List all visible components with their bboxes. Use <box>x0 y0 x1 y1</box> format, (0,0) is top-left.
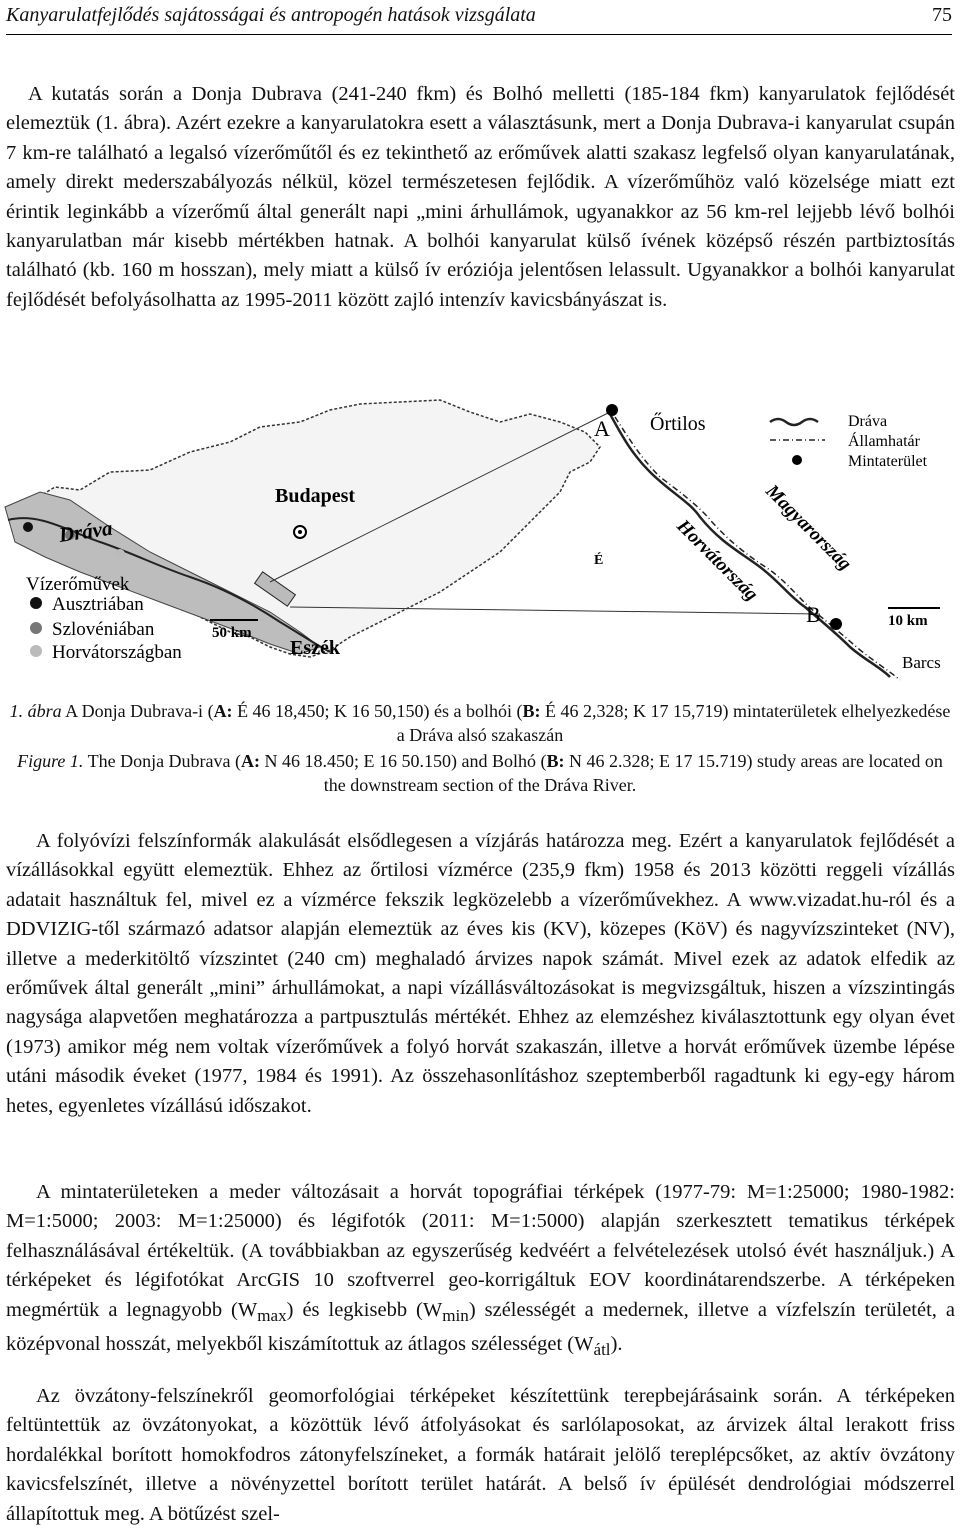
caption-en-part-a: The Donja Dubrava ( <box>83 751 242 771</box>
p3-sub-max: max <box>257 1305 287 1325</box>
page-number: 75 <box>932 4 952 26</box>
caption-hungarian <box>4 699 956 747</box>
location-map <box>0 392 960 692</box>
label-barcs: Barcs <box>902 653 941 672</box>
paragraph-3 <box>6 1178 955 1365</box>
label-point-b: B <box>806 602 821 627</box>
label-scale-10: 10 km <box>888 613 928 629</box>
point-b-marker <box>830 618 842 630</box>
label-budapest: Budapest <box>275 485 356 507</box>
label-horvatorszag-zone: Horvátország <box>672 515 762 606</box>
legend-croatia-dot <box>30 645 42 657</box>
label-north: É <box>594 553 604 568</box>
label-ortilos: Őrtilos <box>650 413 706 435</box>
paragraph-1: A kutatás során a Donja Dubrava (241-240 fkm) és Bolhó melletti (185-184 fkm) kanyarulatok fejlődését elemeztük (1. ábra). Azért ezekre a kanyarulatokra esett a választásunk, mert a Donja Dubrava-i kanyarulat csupán 7 km-re található a legalsó vízerőműtől és ez tekinthető az erőművek alatti szakasz legfelső olyan kanyarulatának, amely direkt mederszabályozás nélkül, közel természetesen fejlődik. A vízerőműhöz való közelsége miatt ezt érintik leginkább a vízerőmű által generált napi „mini árhullámok, ugyanakkor az 56 km-rel lejjebb lévő bolhói kanyarulatban már kisebb mértékben hatnak. A bolhói kanyarulat külső ívének középső részén partbiztosítás található (kb. 160 m hosszan), mely miatt a külső ív eróziója jelentősen lelassult. Ugyanakkor a bolhói kanyarulat fejlődését befolyásolhatta az 1995-2011 között zajló intenzív kavicsbányászat is. <box>6 83 955 311</box>
legend-site-text: Mintaterület <box>848 453 928 470</box>
caption-hu-number: 1. ábra <box>9 701 62 721</box>
label-point-a: A <box>594 416 610 441</box>
caption-english <box>4 749 956 797</box>
point-a-marker <box>606 404 618 416</box>
caption-hu-part-c: É 46 2,328; K 17 15,719) mintaterületek elhelyezkedése a Dráva alsó szakaszán <box>396 701 951 745</box>
paragraph-2: A folyóvízi felszínformák alakulását elsődlegesen a vízjárás határozza meg. Ezért a kanyarulatok fejlődését a vízállásokkal együtt elemeztük. Ehhez az őrtilosi vízmérce (235,9 fkm) 1958 és 2013 közötti reggeli vízállás adatait használtuk fel, mivel ez a vízmérce fekszik legközelebb a vízerőművekhez. A www.vizadat.hu-ról és a DDVIZIG-től származó adatsor alapján elemeztük az éves kis (KV), közepes (KöV) és nagyvízszinteket (NV), illetve a mederkitöltő vízszintet (240 cm) meghaladó árvizes napok számát. Mivel ezek az adatok elfedik az erőművek által generált „mini” árhullámokat, a napi vízállásváltozásokat is megvizsgáltuk, hiszen a vízszintingás nagysága alapvetően meghatározza a partpusztulás mértékét. Ehhez az elemzéshez kiválasztottunk egy olyan évet (1973) amikor még nem voltak vízerőművek a folyó horvát szakaszán, illetve a horvát erőművek üzembe lépése utáni második éveket (1977, 1984 és 1991). Az összehasonlításhoz szeptemberből ragadtunk ki egy-egy három hetes, egyenletes vízállású időszakot. <box>6 830 955 1117</box>
label-croatia: Horvátországban <box>52 642 182 663</box>
caption-en-part-b: N 46 18.450; E 16 50.150) and Bolhó ( <box>260 751 547 771</box>
legend-border-text: Államhatár <box>848 433 920 450</box>
caption-en-label-b: B: <box>546 751 565 771</box>
legend-site-dot <box>792 455 802 465</box>
label-vizeromuvek: Vízerőművek <box>26 574 130 595</box>
plant-croatia-1 <box>115 549 125 559</box>
caption-hu-part-a: A Donja Dubrava-i ( <box>61 701 214 721</box>
p3-text-d: ). <box>610 1333 623 1356</box>
legend-drava-line <box>770 419 818 425</box>
caption-en-part-c: N 46 2.328; E 17 15.719) study areas are located on the downstream section of the Dráva River. <box>323 751 943 795</box>
label-scale-50: 50 km <box>212 625 252 641</box>
plant-austria-1 <box>23 522 33 532</box>
caption-hu-part-b: É 46 18,450; K 16 50,150) és a bolhói ( <box>232 701 523 721</box>
label-austria: Ausztriában <box>52 594 144 615</box>
legend-slovenia-dot <box>30 622 42 634</box>
legend-drava-text: Dráva <box>848 413 888 430</box>
p3-text-a: A mintaterületeken a meder változásait a horvát topográfiai térképek (1977-79: M=1:25000; 1980-1982: M=1:5000; 2003: M=1:25000) és légifotók (2011: M=1:5000) alapján szerkesztett tematikus térképek felhasználásával értékeltük. (A továbbiakban az egyszerűség kedvéért a felvételezések utolsó évét használjuk.) A térképeket és légifotókat ArcGIS 10 szoftverrel geo-korrigáltuk EOV koordinátarendszerbe. A térképeken megmértük a legnagyobb (W <box>6 1181 955 1321</box>
running-title: Kanyarulatfejlődés sajátosságai és antropogén hatások vizsgálata <box>6 4 536 26</box>
p3-sub-min: min <box>442 1305 469 1325</box>
legend-austria-dot <box>30 597 42 609</box>
label-slovenia: Szlovéniában <box>52 619 155 640</box>
p3-text-b: ) és legkisebb (W <box>286 1298 443 1321</box>
caption-hu-label-a: A: <box>213 701 233 721</box>
caption-hu-label-b: B: <box>522 701 541 721</box>
figure-1-map <box>0 392 960 692</box>
label-drava: Dráva <box>57 515 114 547</box>
label-magyarorszag: Magyarország <box>761 480 856 575</box>
paragraph-4: Az övzátony-felszínekről geomorfológiai térképeket készítettünk terepbejárásaink során. A térképeken feltüntettük az övzátonyokat, a közöttük lévő átfolyásokat és sarlólaposokat, az árvizek által lerakott friss hordalékkal borított homokfodros zátonyfelszíneket, a formák határait jelölő tereplépcsőket, az aktív övzátony kavicsfelszínét, illetve a növényzettel borított terület határát. A belső ív épülését dendrológiai módszerrel állapítottuk meg. A bötűzést szel- <box>6 1385 955 1525</box>
caption-en-label-a: A: <box>241 751 261 771</box>
p3-sub-atl: átl <box>593 1340 611 1360</box>
p3-text-c: ) szélességét a medernek, illetve a vízfelszín területét, a középvonal hosszát, melyekből kiszámítottuk az átlagos szélességet (W <box>6 1298 955 1356</box>
caption-en-number: Figure 1. <box>17 751 84 771</box>
label-eszek: Eszék <box>290 637 340 659</box>
running-header <box>6 4 952 35</box>
